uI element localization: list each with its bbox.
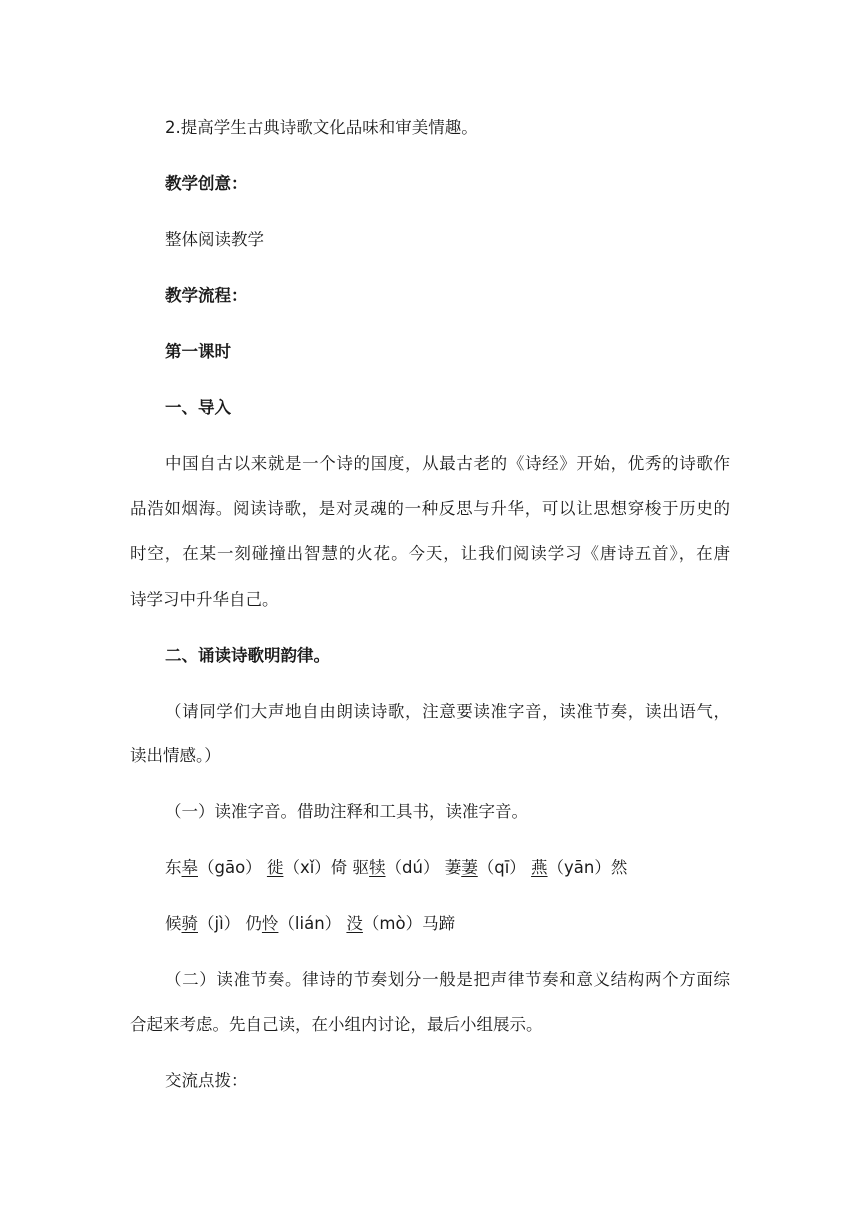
instruction-line-2: 读出情感。）: [130, 746, 221, 765]
process-heading: 教学流程：: [165, 286, 248, 305]
pronunciation-row-2: [165, 912, 455, 936]
sub1-heading: （一）读准字音。借助注释和工具书，读准字音。: [165, 802, 528, 821]
creative-heading: 教学创意：: [165, 174, 248, 193]
pron-word: 候骑（jì）: [165, 914, 241, 933]
intro-line-1: 中国自古以来就是一个诗的国度，从最古老的《诗经》开始，优秀的诗歌作: [165, 454, 730, 473]
pronunciation-row-1: [165, 856, 627, 880]
pron-word: 没（mò）马蹄: [346, 914, 456, 933]
pron-word: 燕（yān）然: [531, 858, 628, 877]
section1-heading: 一、导入: [165, 398, 231, 417]
intro-line-3: 时空，在某一刻碰撞出智慧的火花。今天，让我们阅读学习《唐诗五首》，在唐: [130, 544, 730, 563]
pron-word: 萋萋（qī）: [444, 858, 526, 877]
creative-text: 整体阅读教学: [165, 230, 264, 249]
pron-word: 仍怜（lián）: [245, 914, 342, 933]
sub2-line-2: 合起来考虑。先自己读，在小组内讨论，最后小组展示。: [130, 1015, 543, 1034]
instruction-line-1: （请同学们大声地自由朗读诗歌，注意要读准字音，读准节奏，读出语气，: [165, 702, 730, 721]
intro-line-2: 品浩如烟海。阅读诗歌，是对灵魂的一种反思与升华，可以让思想穿梭于历史的: [130, 499, 730, 518]
pron-word: 驱犊（dú）: [352, 858, 440, 877]
objective-2: 2.提高学生古典诗歌文化品味和审美情趣。: [165, 118, 478, 137]
intro-line-4: 诗学习中升华自己。: [130, 590, 279, 609]
sub2-line-1: （二）读准节奏。律诗的节奏划分一般是把声律节奏和意义结构两个方面综: [165, 970, 730, 989]
pron-word: 徙（xǐ）倚: [266, 858, 348, 877]
lesson-heading: 第一课时: [165, 342, 231, 361]
pron-word: 东皋（gāo）: [165, 858, 262, 877]
exchange-heading: 交流点拨：: [165, 1071, 248, 1090]
section2-heading: 二、诵读诗歌明韵律。: [165, 646, 330, 665]
